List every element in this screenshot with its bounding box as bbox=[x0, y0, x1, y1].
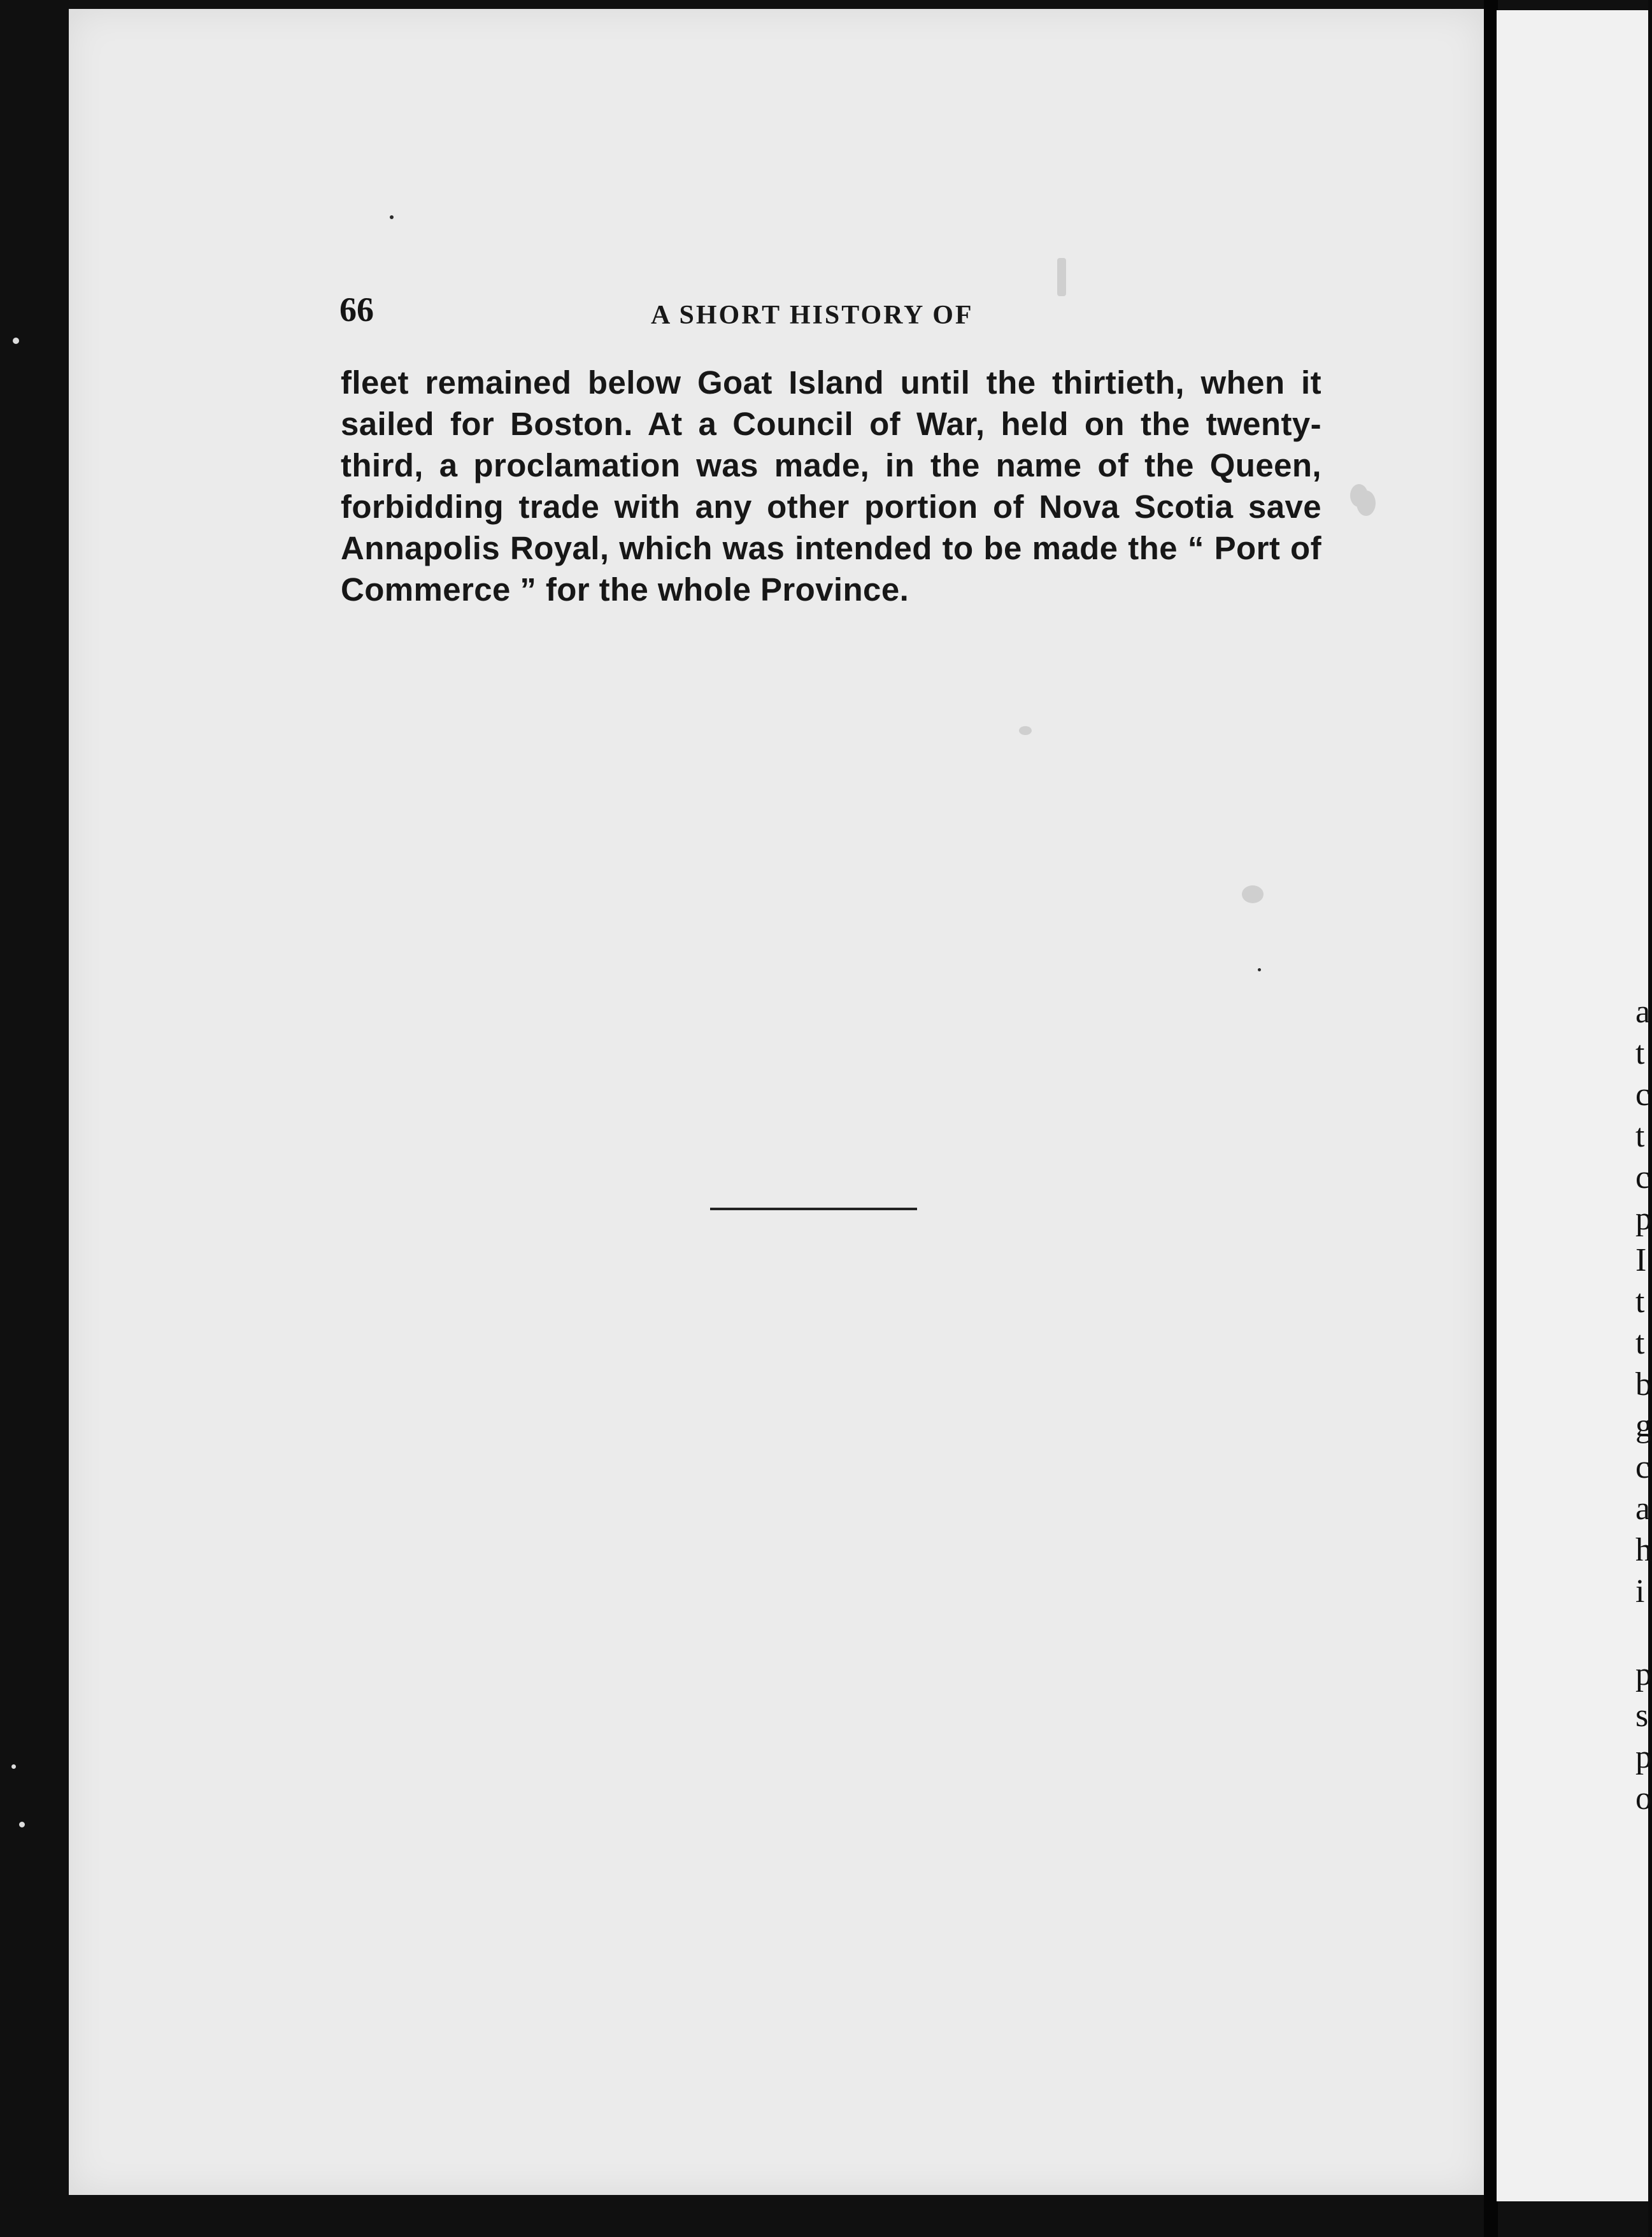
edge-letter: b bbox=[1635, 1366, 1652, 1403]
scan-speck bbox=[1242, 885, 1264, 903]
scan-speck bbox=[1350, 484, 1368, 507]
scan-speck bbox=[13, 338, 19, 344]
scan-speck bbox=[11, 1764, 16, 1769]
page-gutter bbox=[1484, 0, 1498, 2237]
edge-letter: p bbox=[1635, 1739, 1652, 1775]
edge-letter: a bbox=[1635, 994, 1651, 1030]
edge-letter: I bbox=[1635, 1242, 1647, 1278]
edge-letter: h bbox=[1635, 1532, 1652, 1568]
edge-letter: t bbox=[1635, 1035, 1645, 1071]
edge-letter bbox=[1497, 1612, 1648, 1654]
scan-speck bbox=[1019, 726, 1032, 735]
edge-letter: c bbox=[1635, 1076, 1651, 1113]
facing-page-edge bbox=[1497, 10, 1652, 2201]
edge-letter: p bbox=[1635, 1201, 1652, 1237]
running-head bbox=[274, 290, 1318, 341]
scan-speck bbox=[1258, 968, 1261, 971]
edge-letter: i bbox=[1635, 1573, 1645, 1610]
edge-letter: s bbox=[1635, 1697, 1649, 1734]
scan-speck bbox=[1057, 258, 1066, 296]
facing-page-letters bbox=[1497, 991, 1652, 1819]
scan-speck bbox=[390, 215, 394, 219]
edge-letter: g bbox=[1635, 1408, 1652, 1444]
edge-letter: t bbox=[1635, 1325, 1645, 1361]
edge-letter: c bbox=[1635, 1159, 1651, 1196]
scan-speck bbox=[19, 1822, 25, 1827]
edge-letter: o bbox=[1635, 1780, 1652, 1817]
page-number: 66 bbox=[339, 290, 374, 329]
running-title: A SHORT HISTORY OF bbox=[651, 301, 974, 330]
edge-letter: p bbox=[1635, 1656, 1652, 1692]
edge-letter: t bbox=[1635, 1118, 1645, 1154]
edge-letter: t bbox=[1635, 1283, 1645, 1320]
section-rule bbox=[710, 1208, 917, 1210]
body-paragraph: fleet remained below Goat Island until the thirtieth, when it sailed for Boston. At a Council of War, held on the twenty-third, a proclamation was made, in the name of the Queen, forbidding trade with any other portion of Nova Scotia save Annapolis Royal, which was intended to be made the “ Port of Commerce ” for the whole Province. bbox=[341, 364, 1321, 608]
edge-letter: c bbox=[1635, 1449, 1651, 1485]
edge-letter: a bbox=[1635, 1490, 1651, 1527]
